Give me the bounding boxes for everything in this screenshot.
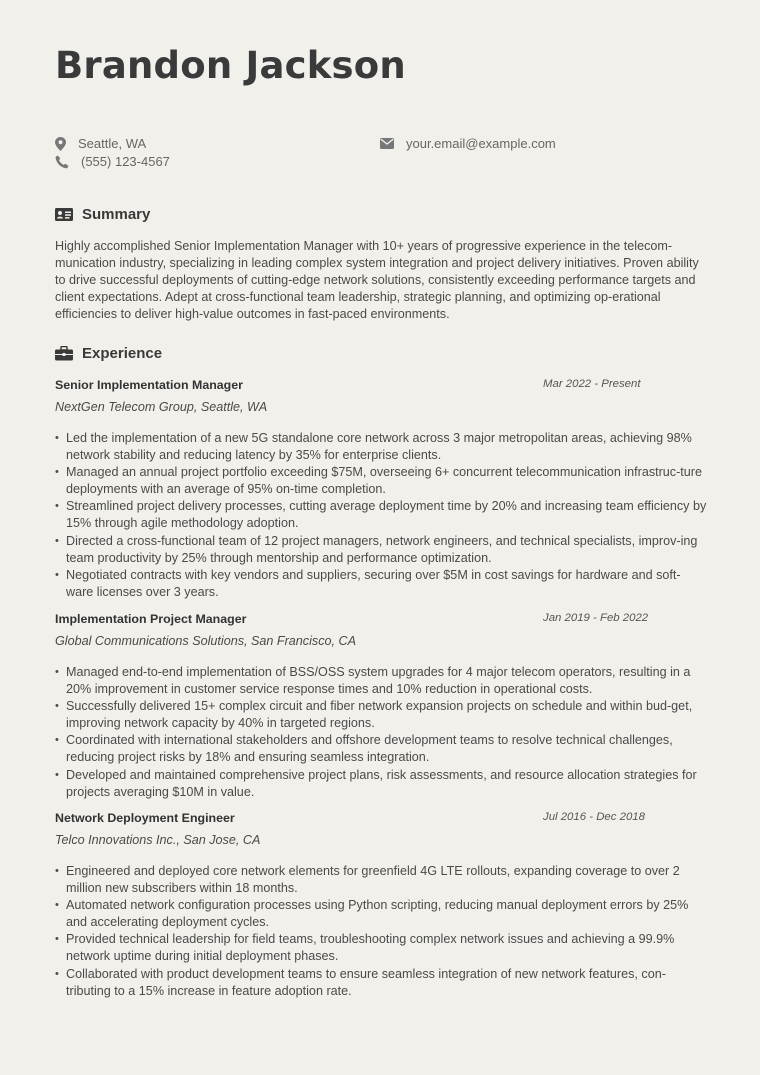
contact-phone [55,154,170,169]
candidate-name: Brandon Jackson [55,44,406,87]
map-pin-icon [55,137,66,151]
email-text[interactable]: your.email@example.com [406,136,556,151]
experience-heading [55,345,162,362]
job-bullet: • Streamlined project delivery processes, cutting average deployment time by 20% and increasing team efficiency by 15% through agile methodology adoption. [55,498,707,532]
job-company: NextGen Telecom Group, Seattle, WA [55,400,268,414]
location-text: Seattle, WA [78,136,147,151]
summary-heading [55,206,150,223]
job-company: Global Communications Solutions, San Francisco, CA [55,634,356,648]
job-bullets [55,430,707,601]
job-bullet: • Coordinated with international stakeholders and offshore development teams to resolve technical challenges, reducing project risks by 18% and ensuring seamless integration. [55,732,707,766]
job-bullet: • Managed end-to-end implementation of BSS/OSS system upgrades for 4 major telecom operators, resulting in a 20% improvement in customer service response times and 10% reduction in operational costs. [55,664,707,698]
job-bullet: • Managed an annual project portfolio exceeding $75M, overseeing 6+ concurrent telecommunication infrastruc-ture deployments with an average of 95% on-time completion. [55,464,707,498]
job-bullet: • Developed and maintained comprehensive project plans, risk assessments, and resource allocation strategies for projects averaging $10M in value. [55,767,707,801]
job-title: Network Deployment Engineer [55,811,235,825]
briefcase-icon [55,346,73,361]
job-bullet: • Engineered and deployed core network elements for greenfield 4G LTE rollouts, expanding coverage to over 2 million new subscribers within 18 months. [55,863,707,897]
phone-icon [55,155,69,169]
id-card-icon [55,208,73,221]
phone-text: (555) 123-4567 [81,154,170,169]
contact-email [380,136,556,151]
summary-heading-label: Summary [82,206,151,223]
job-bullet: • Provided technical leadership for field teams, troubleshooting complex network issues and achieving a 99.9% network uptime during initial deployment phases. [55,931,707,965]
job-bullets [55,863,707,1000]
job-title: Implementation Project Manager [55,612,247,626]
experience-heading-label: Experience [82,345,163,362]
job-dates: Mar 2022 - Present [543,378,641,390]
job-bullet: • Directed a cross-functional team of 12 project managers, network engineers, and technical specialists, improv-ing team productivity by 25% through mentorship and performance optimization. [55,533,707,567]
job-company: Telco Innovations Inc., San Jose, CA [55,833,261,847]
summary-text: Highly accomplished Senior Implementation Manager with 10+ years of progressive experience in the telecom-munication industry, specializing in leading complex system integration and project delivery initiatives. Proven ability to drive successful deployments of cutting-edge network solutions, consistently exceeding performance targets and client expectations. Adept at cross-functional team leadership, strategic planning, and optimizing op-erational efficiencies to deliver high-value outcomes in fast-paced environments. [55,239,699,322]
job-bullet: • Successfully delivered 15+ complex circuit and fiber network expansion projects on schedule and within bud-get, improving network capacity by 40% in targeted regions. [55,698,707,732]
job-bullet: • Led the implementation of a new 5G standalone core network across 3 major metropolitan areas, achieving 98% network stability and reducing latency by 35% for enterprise clients. [55,430,707,464]
job-dates: Jan 2019 - Feb 2022 [543,612,649,624]
envelope-icon [380,138,394,149]
job-bullet: • Collaborated with product development teams to ensure seamless integration of new network features, con-tributing to a 15% increase in feature adoption rate. [55,966,707,1000]
job-dates: Jul 2016 - Dec 2018 [543,811,645,823]
job-bullet: • Automated network configuration processes using Python scripting, reducing manual deployment errors by 25% and accelerating deployment cycles. [55,897,707,931]
contact-location [55,136,146,151]
job-title: Senior Implementation Manager [55,378,243,392]
job-bullet: • Negotiated contracts with key vendors and suppliers, securing over $5M in cost savings for hardware and soft-ware licenses over 3 years. [55,567,707,601]
job-bullets [55,664,707,801]
